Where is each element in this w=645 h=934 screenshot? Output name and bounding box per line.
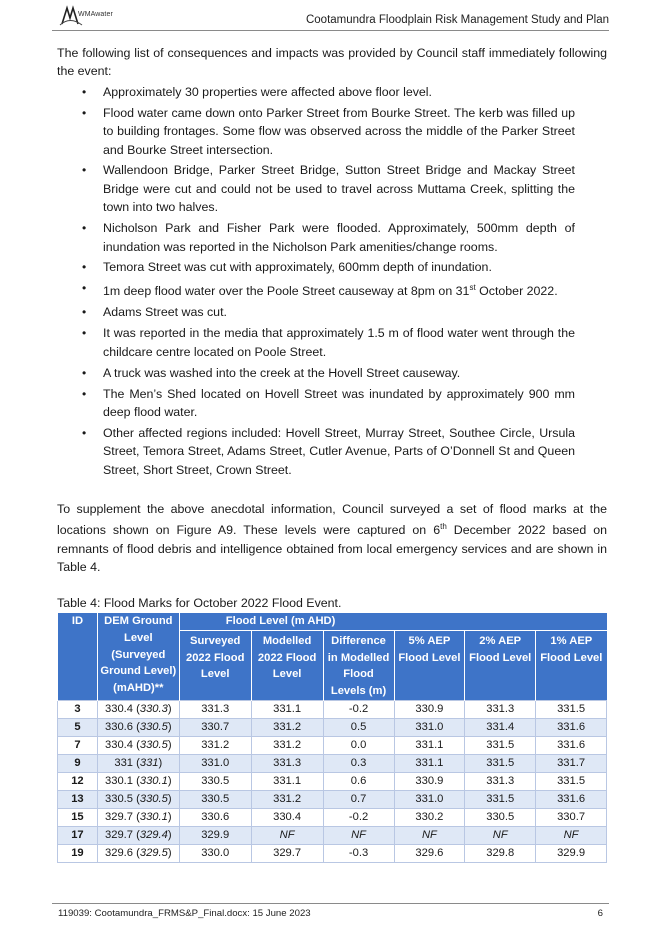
paragraph-text: To supplement the above anecdotal information, Council surveyed a set of flood marks at the locations shown on Figure A9. These levels were captured on 6 — [57, 501, 607, 538]
supplement-paragraph — [57, 500, 607, 577]
surveyed-ground-value: 330.1 — [139, 775, 168, 788]
dem-value: 330.1 — [105, 775, 134, 788]
cell-difference: -0.2 — [323, 808, 394, 826]
header-5pct-aep: 5% AEP Flood Level — [394, 630, 465, 700]
page-header — [52, 4, 609, 31]
cell-5pct-aep: 331.1 — [394, 736, 465, 754]
cell-1pct-aep: 329.9 — [536, 844, 607, 862]
cell-difference: 0.0 — [323, 736, 394, 754]
cell-surveyed: 329.9 — [179, 826, 251, 844]
cell-difference: 0.3 — [323, 754, 394, 772]
cell-1pct-aep: 331.5 — [536, 772, 607, 790]
header-difference: Difference in Modelled Flood Levels (m) — [323, 630, 394, 700]
logo-text: WMAwater — [78, 11, 113, 18]
cell-5pct-aep: 331.1 — [394, 754, 465, 772]
cell-modelled: 331.1 — [251, 772, 323, 790]
list-item: • The Men’s Shed located on Hovell Street was inundated by approximately 900 mm deep flood water. — [57, 385, 607, 422]
header-modelled: Modelled 2022 Flood Level — [251, 630, 323, 700]
cell-difference: NF — [323, 826, 394, 844]
header-surveyed: Surveyed 2022 Flood Level — [179, 630, 251, 700]
header-dem: DEM Ground Level (Surveyed Ground Level) (mAHD)** — [97, 613, 179, 700]
cell-surveyed: 330.5 — [179, 790, 251, 808]
cell-dem-ground-level: 330.4 (330.3) — [97, 700, 179, 718]
cell-difference: 0.6 — [323, 772, 394, 790]
cell-modelled: 331.2 — [251, 736, 323, 754]
cell-difference: 0.7 — [323, 790, 394, 808]
cell-2pct-aep: 331.3 — [465, 772, 536, 790]
list-item: • A truck was washed into the creek at the Hovell Street causeway. — [57, 364, 607, 382]
cell-1pct-aep: NF — [536, 826, 607, 844]
list-item: • Wallendoon Bridge, Parker Street Bridge, Sutton Street Bridge and Mackay Street Bridge were cut and could not be used to travel across Muttama Creek, splitting the town into two halves. — [57, 161, 607, 216]
cell-2pct-aep: 331.5 — [465, 754, 536, 772]
cell-1pct-aep: 331.6 — [536, 718, 607, 736]
cell-difference: -0.3 — [323, 844, 394, 862]
cell-id: 5 — [58, 718, 98, 736]
cell-1pct-aep: 331.6 — [536, 790, 607, 808]
cell-1pct-aep: 330.7 — [536, 808, 607, 826]
page-footer — [52, 903, 609, 919]
dem-value: 330.4 — [105, 739, 134, 752]
list-item: • Approximately 30 properties were affected above floor level. — [57, 83, 607, 101]
cell-difference: -0.2 — [323, 700, 394, 718]
cell-modelled: 330.4 — [251, 808, 323, 826]
cell-5pct-aep: 330.9 — [394, 772, 465, 790]
flood-marks-table — [57, 613, 607, 863]
cell-dem-ground-level: 329.7 (329.4) — [97, 826, 179, 844]
list-item-text: October 2022. — [475, 284, 558, 299]
cell-id: 13 — [58, 790, 98, 808]
cell-2pct-aep: 331.5 — [465, 736, 536, 754]
cell-2pct-aep: 329.8 — [465, 844, 536, 862]
table-row — [58, 844, 607, 862]
cell-modelled: 331.1 — [251, 700, 323, 718]
cell-2pct-aep: 331.3 — [465, 700, 536, 718]
list-item: • Nicholson Park and Fisher Park were flooded. Approximately, 500mm depth of inundation was reported in the Nicholson Park amenities/change rooms. — [57, 219, 607, 256]
cell-2pct-aep: 330.5 — [465, 808, 536, 826]
cell-5pct-aep: NF — [394, 826, 465, 844]
cell-2pct-aep: 331.5 — [465, 790, 536, 808]
cell-5pct-aep: 329.6 — [394, 844, 465, 862]
cell-dem-ground-level: 331 (331) — [97, 754, 179, 772]
cell-surveyed: 331.0 — [179, 754, 251, 772]
dem-value: 331 — [114, 757, 134, 770]
list-item: • Temora Street was cut with approximately, 600mm depth of inundation. — [57, 258, 607, 276]
cell-1pct-aep: 331.5 — [536, 700, 607, 718]
document-title: Cootamundra Floodplain Risk Management Study and Plan — [305, 14, 609, 26]
surveyed-ground-value: 330.5 — [139, 793, 168, 806]
consequence-list — [57, 83, 607, 479]
dem-value: 329.6 — [105, 847, 134, 860]
cell-surveyed: 330.6 — [179, 808, 251, 826]
list-item: • Adams Street was cut. — [57, 303, 607, 321]
cell-modelled: NF — [251, 826, 323, 844]
header-flood-level: Flood Level (m AHD) — [179, 613, 606, 630]
cell-surveyed: 331.2 — [179, 736, 251, 754]
header-id: ID — [58, 613, 98, 700]
cell-id: 17 — [58, 826, 98, 844]
cell-5pct-aep: 331.0 — [394, 718, 465, 736]
list-item: • Flood water came down onto Parker Street from Bourke Street. The kerb was filled up to building frontages. Some flow was observed across the middle of the Parker Street and Bourke Street intersection. — [57, 104, 607, 159]
surveyed-ground-value: 330.3 — [139, 703, 168, 716]
cell-dem-ground-level: 329.7 (330.1) — [97, 808, 179, 826]
table-row — [58, 736, 607, 754]
table-row — [58, 826, 607, 844]
surveyed-ground-value: 330.1 — [139, 811, 168, 824]
cell-id: 12 — [58, 772, 98, 790]
cell-5pct-aep: 331.0 — [394, 790, 465, 808]
cell-dem-ground-level: 329.6 (329.5) — [97, 844, 179, 862]
dem-value: 329.7 — [105, 829, 134, 842]
cell-id: 3 — [58, 700, 98, 718]
cell-surveyed: 331.3 — [179, 700, 251, 718]
paragraph-text: December 2022 based on remnants of flood debris and intelligence obtained from local emergency services and are shown in Table 4. — [57, 523, 607, 574]
dem-value: 330.4 — [105, 703, 134, 716]
cell-surveyed: 330.7 — [179, 718, 251, 736]
dem-value: 330.6 — [105, 721, 134, 734]
list-item: • It was reported in the media that approximately 1.5 m of flood water went through the childcare centre located on Poole Street. — [57, 324, 607, 361]
table-row — [58, 772, 607, 790]
cell-surveyed: 330.0 — [179, 844, 251, 862]
surveyed-ground-value: 329.4 — [139, 829, 168, 842]
surveyed-ground-value: 329.5 — [139, 847, 168, 860]
table-row — [58, 718, 607, 736]
cell-surveyed: 330.5 — [179, 772, 251, 790]
surveyed-ground-value: 330.5 — [139, 721, 168, 734]
table-caption: Table 4: Flood Marks for October 2022 Flood Event. — [57, 596, 342, 610]
cell-dem-ground-level: 330.5 (330.5) — [97, 790, 179, 808]
cell-2pct-aep: NF — [465, 826, 536, 844]
header-1pct-aep: 1% AEP Flood Level — [536, 630, 607, 700]
cell-5pct-aep: 330.9 — [394, 700, 465, 718]
header-2pct-aep: 2% AEP Flood Level — [465, 630, 536, 700]
cell-id: 15 — [58, 808, 98, 826]
cell-difference: 0.5 — [323, 718, 394, 736]
cell-2pct-aep: 331.4 — [465, 718, 536, 736]
list-item — [57, 279, 607, 301]
table-row — [58, 754, 607, 772]
cell-modelled: 331.2 — [251, 790, 323, 808]
cell-modelled: 331.3 — [251, 754, 323, 772]
page-body — [57, 44, 607, 576]
cell-id: 9 — [58, 754, 98, 772]
list-item: • Other affected regions included: Hovell Street, Murray Street, Southee Circle, Ursula Street, Temora Street, Adams Street, Cutler Avenue, Parts of O’Donnell St and Queen Street, Short Street, Crown Street. — [57, 424, 607, 479]
list-item-text: 1m deep flood water over the Poole Street causeway at 8pm on 31 — [103, 284, 470, 299]
cell-modelled: 331.2 — [251, 718, 323, 736]
intro-paragraph: The following list of consequences and impacts was provided by Council staff immediately following the event: — [57, 46, 607, 79]
cell-id: 19 — [58, 844, 98, 862]
table-row — [58, 808, 607, 826]
cell-dem-ground-level: 330.6 (330.5) — [97, 718, 179, 736]
footer-document-ref: 119039: Cootamundra_FRMS&P_Final.docx: 15 June 2023 — [58, 908, 311, 919]
cell-1pct-aep: 331.6 — [536, 736, 607, 754]
cell-1pct-aep: 331.7 — [536, 754, 607, 772]
table-row — [58, 790, 607, 808]
cell-dem-ground-level: 330.4 (330.5) — [97, 736, 179, 754]
cell-id: 7 — [58, 736, 98, 754]
superscript: st — [469, 283, 476, 293]
cell-5pct-aep: 330.2 — [394, 808, 465, 826]
cell-dem-ground-level: 330.1 (330.1) — [97, 772, 179, 790]
dem-value: 329.7 — [105, 811, 134, 824]
dem-value: 330.5 — [105, 793, 134, 806]
surveyed-ground-value: 331 — [139, 757, 159, 770]
superscript: th — [440, 521, 447, 531]
table-row — [58, 700, 607, 718]
page-number: 6 — [597, 908, 603, 919]
surveyed-ground-value: 330.5 — [139, 739, 168, 752]
cell-modelled: 329.7 — [251, 844, 323, 862]
